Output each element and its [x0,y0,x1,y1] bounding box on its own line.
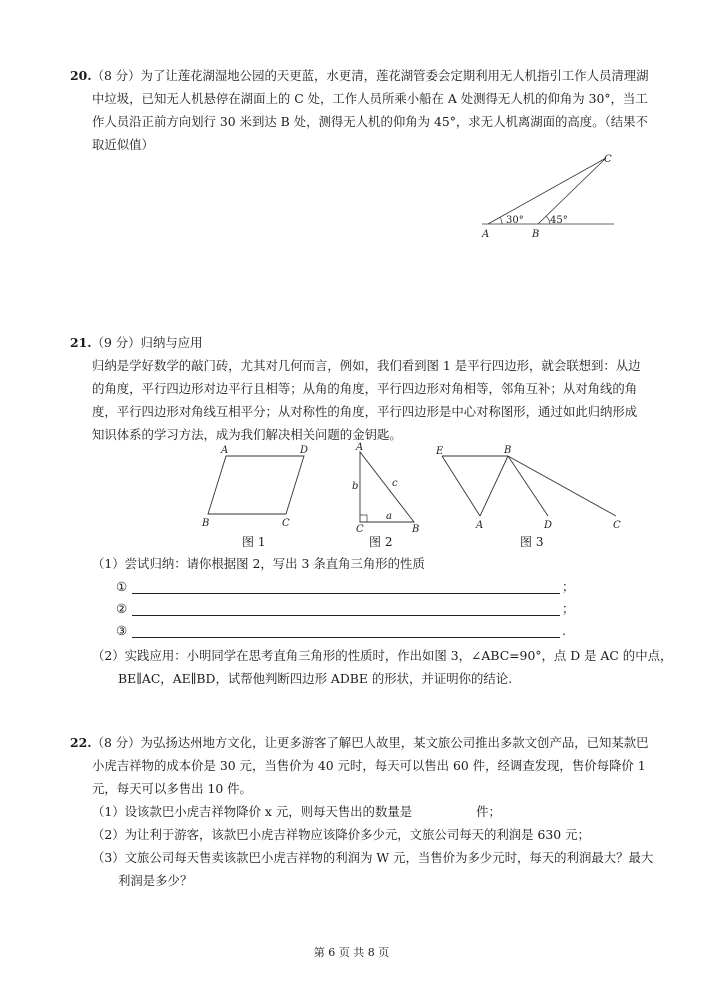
q20-number: 20. [70,68,92,83]
q21-fig2-label-c: C [356,524,364,534]
q22-part3-line-2: 利润是多少？ [118,873,193,888]
q21-fig2-caption: 图 2 [369,535,393,549]
q20-figure [478,150,618,242]
q21-fig1-caption: 图 1 [242,535,266,549]
q21-heading-line [70,333,203,353]
q21-fig3-label-e: E [436,446,444,457]
q21-fig2-side-a: a [386,511,392,522]
q21-fig2-label-b: B [412,524,420,534]
q20-angle-arc-a [500,217,502,224]
q21-fig1-label-a: A [221,445,229,456]
q21-part1: （1）尝试归纳：请你根据图 2，写出 3 条直角三角形的性质 [92,556,425,571]
q21-fig3 [430,442,630,534]
q22-number: 22. [70,735,92,750]
q21-fig3-label-a: A [476,520,484,531]
q21-fig2-right-angle-mark [360,515,367,522]
q21-blank-2-line[interactable] [132,615,560,616]
q20-angle-30: 30° [506,215,524,226]
q21-fig3-label-d: D [544,520,553,531]
q21-part2-line-1: （2）实践应用：小明同学在思考直角三角形的性质时，作出如图 3，∠ABC=90°，点 D 是 AC 的中点， [92,648,673,663]
q20-text-line-3: 作人员沿正前方向划行 30 米到达 B 处，测得无人机的仰角为 45°，求无人机离湖面的高度。（结果不 [92,114,648,129]
q21-fig3-caption: 图 3 [520,535,544,549]
q21-fig1-label-b: B [202,518,210,529]
q22-text-line-3: 元，每天可以多售出 10 件。 [92,781,252,796]
page-footer: 第 6 页 共 8 页 [313,946,390,959]
q22-text-line-2: 小虎吉祥物的成本价是 30 元，当售价为 40 元时，每天可以售出 60 件，经调查发现，售价每降价 1 [92,758,646,773]
q21-fig2-label-a: A [356,442,364,453]
q22-first-line [70,733,649,753]
q20-first-line [70,66,649,86]
q21-fig1-parallelogram [208,456,304,514]
q21-fig1-label-d: D [300,445,309,456]
q21-fig3-line-bd [508,456,548,516]
q21-blank-1-end: ； [562,579,575,594]
q20-angle-45: 45° [550,215,568,226]
q20-text-line-4: 取近似值） [92,137,154,152]
q20-line-bc [538,158,606,224]
q22-text-line-1: （8 分）为弘扬达州地方文化，让更多游客了解巴人故里，某文旅公司推出多款文创产品，已知某款巴 [91,735,649,750]
q21-fig2 [348,442,428,534]
q21-heading: （9 分）归纳与应用 [91,335,203,350]
q21-part2-line-2: BE∥AC，AE∥BD，试帮他判断四边形 ADBE 的形状，并证明你的结论. [118,671,513,686]
q21-fig3-line-bc [508,456,616,516]
q22-part1 [92,802,501,822]
q21-fig1 [196,442,312,530]
q21-fig1-label-c: C [282,518,290,529]
q21-intro-line-3: 度，平行四边形对角线互相平分；从对称性的角度，平行四边形是中心对称图形，通过如此归纳形成 [92,404,638,419]
q21-fig2-side-b: b [352,481,359,492]
q20-label-a: A [482,229,490,240]
q21-fig3-label-b: B [504,445,512,456]
q21-blank-1-line[interactable] [132,593,560,594]
q22-part1-text: （1）设该款巴小虎吉祥物降价 x 元，则每天售出的数量是 [92,804,413,819]
q21-blank-3-line[interactable] [132,637,560,638]
q21-blank-1-num: ① [116,579,128,594]
q21-number: 21. [70,335,92,350]
q20-label-b: B [532,229,540,240]
q21-fig3-line-ea [442,456,480,516]
q21-intro-line-1: 归纳是学好数学的敲门砖，尤其对几何而言，例如，我们看到图 1 是平行四边形，就会联想到：从边 [92,358,641,373]
q22-part1-unit: 件； [476,804,501,819]
q21-blank-3-num: ③ [116,623,128,638]
q22-part2: （2）为让利于游客，该款巴小虎吉祥物应该降价多少元，文旅公司每天的利润是 630 元； [92,827,590,842]
q21-fig2-side-c: c [392,478,398,489]
q21-fig3-line-ab [480,456,508,516]
q20-text-line-2: 中垃圾，已知无人机悬停在湖面上的 C 处，工作人员所乘小船在 A 处测得无人机的仰角为 30°，当工 [92,91,648,106]
q21-intro-line-4: 知识体系的学习方法，成为我们解决相关问题的金钥匙。 [92,427,402,442]
q21-blank-2-num: ② [116,601,128,616]
q21-blank-3-end: . [562,623,566,638]
q20-text-line-1: （8 分）为了让莲花湖湿地公园的天更蓝，水更清，莲花湖管委会定期利用无人机指引工作人员清理湖 [91,68,649,83]
q20-label-c: C [604,154,612,165]
q21-fig3-label-c: C [613,520,621,531]
q21-intro-line-2: 的角度，平行四边形对边平行且相等；从角的角度，平行四边形对角相等，邻角互补；从对角线的角 [92,381,638,396]
q21-blank-2-end: ； [562,601,575,616]
q22-part3-line-1: （3）文旅公司每天售卖该款巴小虎吉祥物的利润为 W 元，当售价为多少元时，每天的利润最大？最大 [92,850,654,865]
